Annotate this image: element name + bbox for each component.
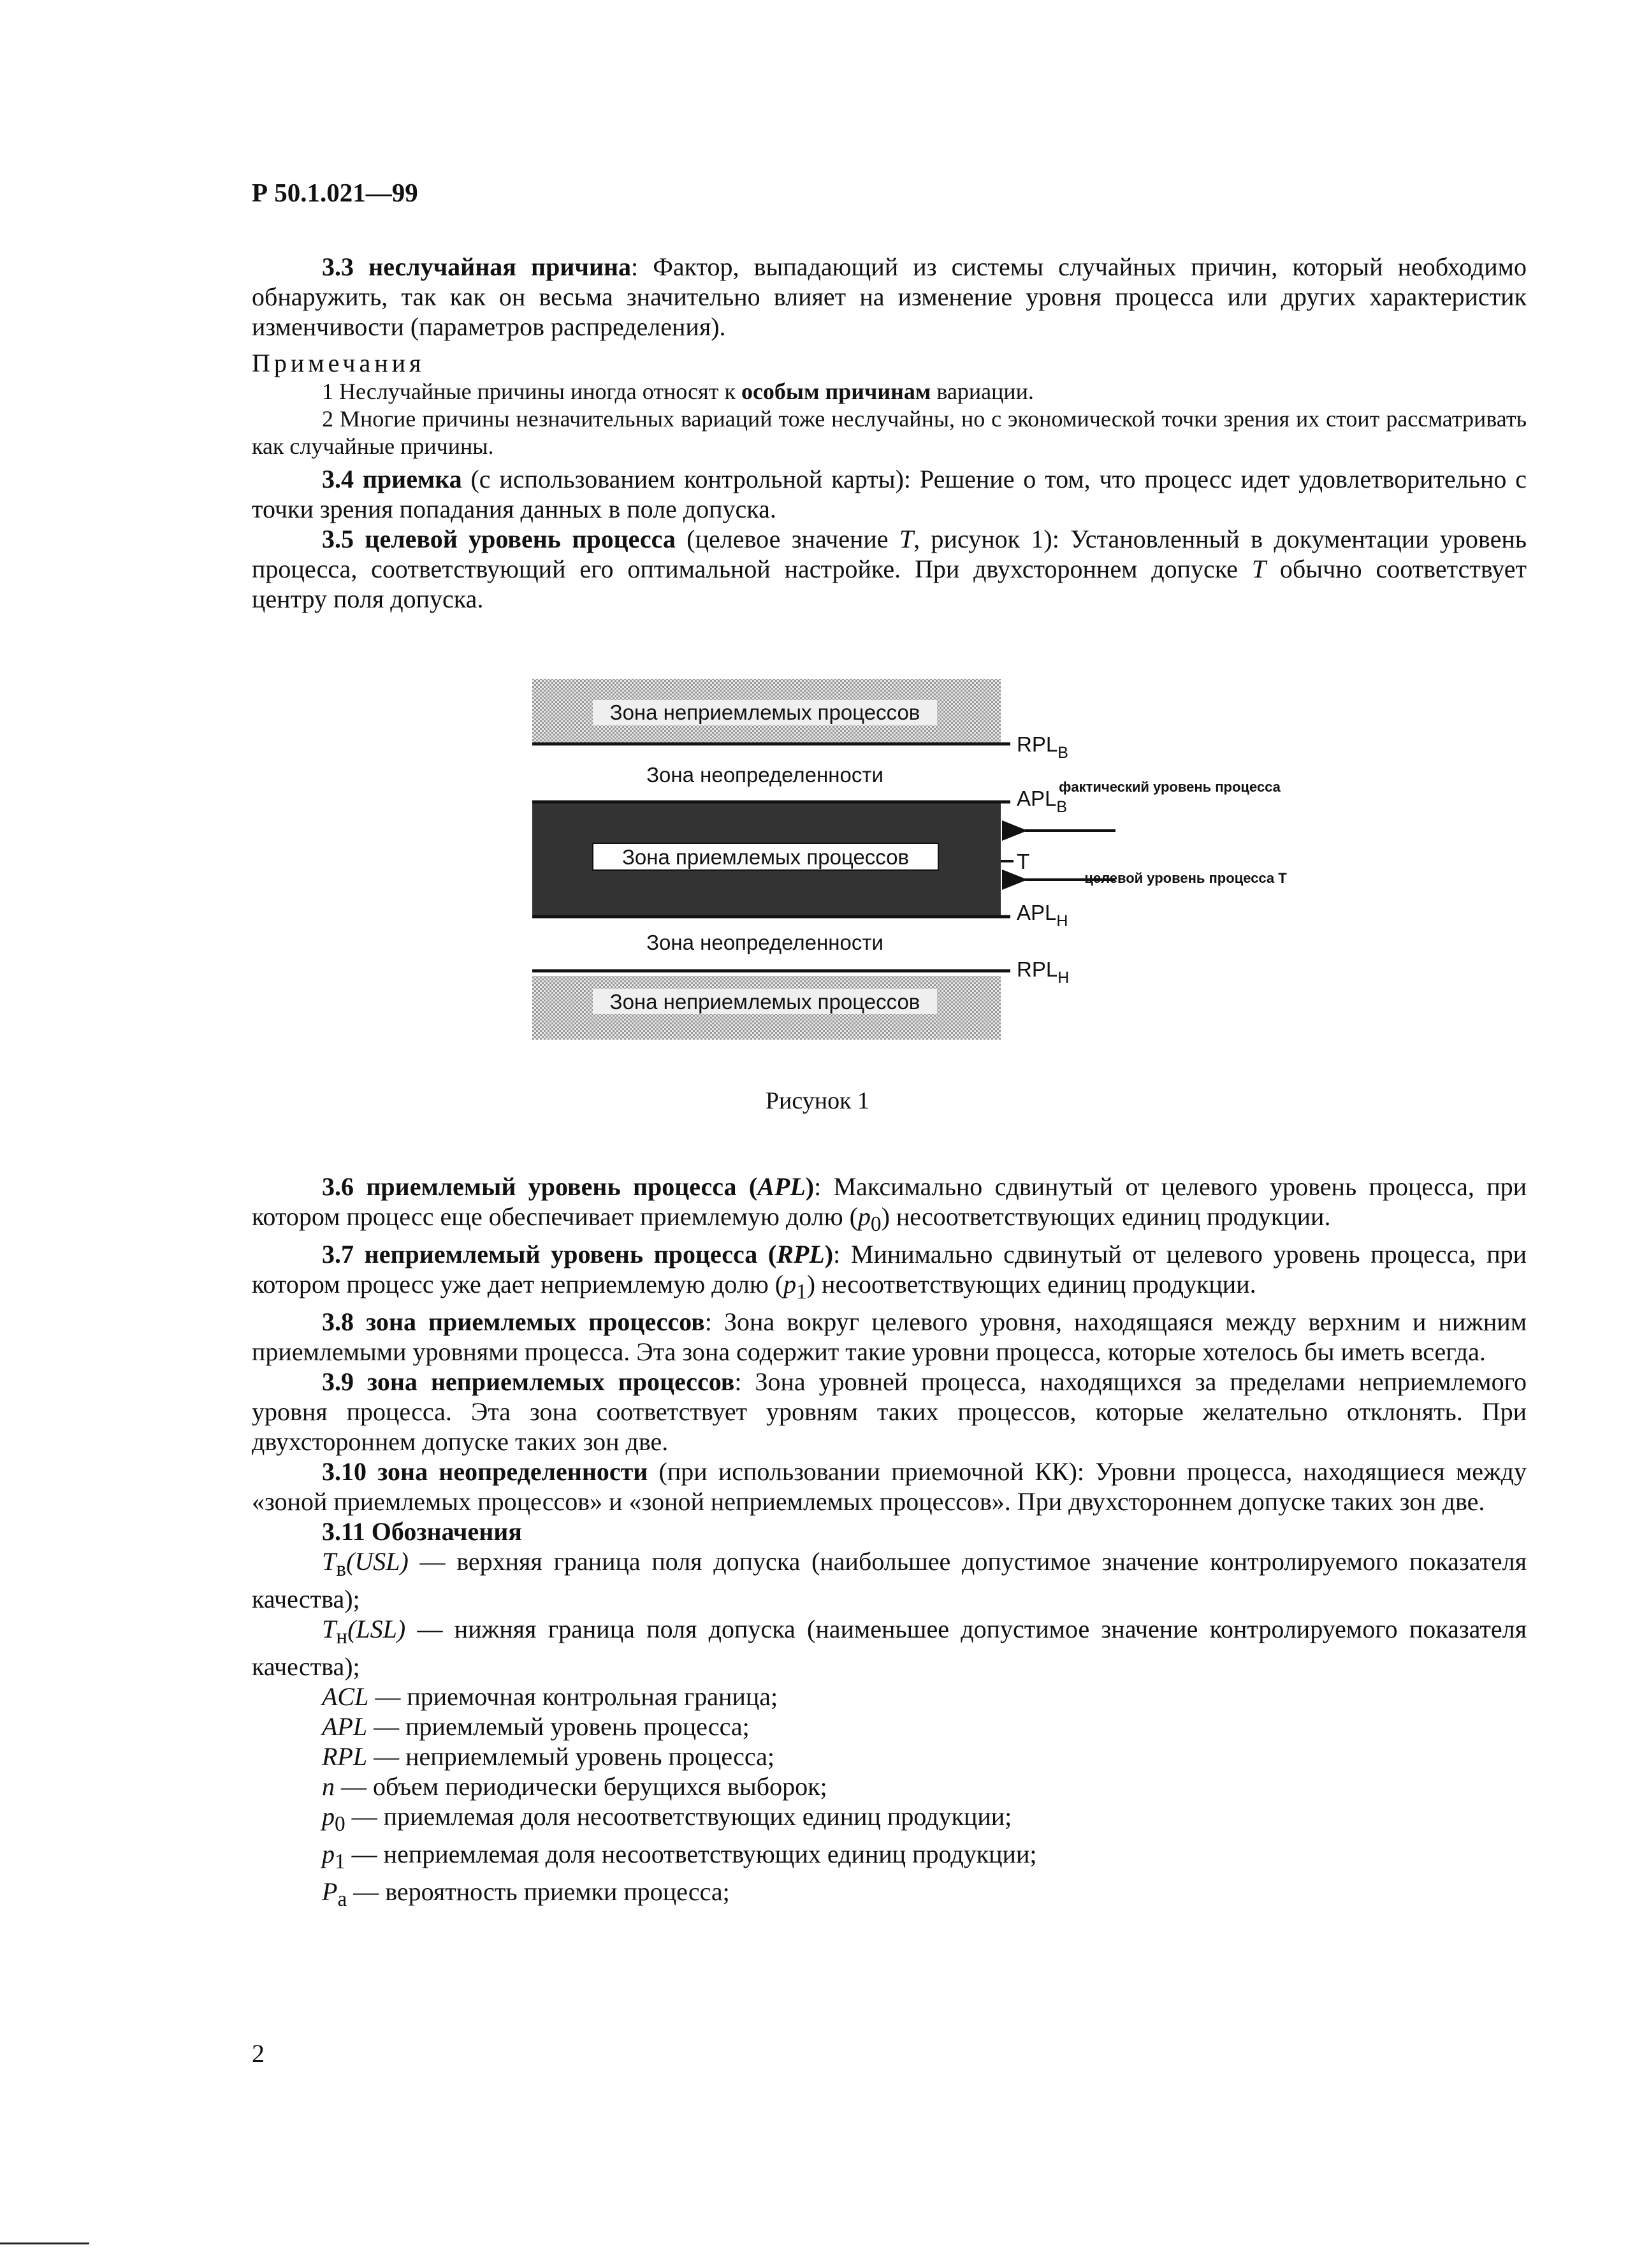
symbol-t: T: [899, 525, 914, 553]
label-acceptable: Зона приемлемых процессов: [621, 845, 910, 869]
bottom-rule: [0, 2243, 89, 2244]
clause-number: 3.3: [322, 252, 354, 281]
note-1: [252, 378, 1527, 405]
symbol: n: [322, 1772, 335, 1801]
symbol-text: — неприемлемая доля несоответствующих единиц продукции;: [345, 1840, 1037, 1868]
paragraph-3-10: [252, 1457, 1527, 1516]
text-block-top: [252, 252, 1527, 614]
symbol-subscript: в: [336, 1557, 346, 1581]
symbol-sub: 0: [870, 1212, 882, 1236]
symbol-definition: [252, 1682, 1527, 1712]
label-unacceptable-top: Зона неприемлемых процессов: [609, 701, 920, 724]
clause-term: целевой уровень процесса: [365, 525, 676, 553]
clause-definition-end: ) несоответствующих единиц продукции.: [881, 1202, 1331, 1231]
symbol-t: T: [1251, 555, 1267, 583]
symbol-text: — верхняя граница поля допуска (наибольшее допустимое значение контролируемого показателя качества);: [252, 1547, 1527, 1613]
symbol-subscript: н: [336, 1625, 348, 1648]
clause-term: зона приемлемых процессов: [366, 1307, 705, 1336]
clause-term: Обозначения: [371, 1517, 522, 1546]
symbol: ACL: [322, 1682, 369, 1711]
note-1-text-end: вариации.: [931, 379, 1034, 404]
symbol-text: — неприемлемый уровень процесса;: [367, 1742, 774, 1771]
clause-term: зона неприемлемых процессов: [367, 1367, 735, 1396]
symbol-text: — приемлемая доля несоответствующих единиц продукции;: [345, 1802, 1012, 1831]
note-1-text: 1 Неслучайные причины иногда относят к: [322, 379, 741, 404]
clause-definition: : Фактор, выпадающий из системы случайных причин, который необходимо обнаружить, так как он весьма значительно влияет на изменение уровня процесса или других характеристик изменчивости (параметров распределения).: [252, 252, 1527, 341]
label-unacceptable-bottom: Зона неприемлемых процессов: [609, 990, 920, 1014]
symbol: p: [322, 1802, 335, 1831]
symbol-subscript: a: [337, 1887, 347, 1911]
actual-level-label: фактический уровень процесса: [1059, 779, 1281, 795]
clause-term-close: ): [805, 1172, 815, 1201]
process-zones-figure: [523, 672, 1287, 1042]
target-level-label: целевой уровень процесса T: [1084, 870, 1287, 886]
clause-number: 3.8: [322, 1307, 354, 1336]
clause-definition: : Минимально сдвинутый от целевого уровень процесса, при котором процесс уже дает неприемлемую долю (: [252, 1240, 1527, 1298]
clause-number: 3.7: [322, 1240, 354, 1268]
clause-definition-end: обычно соответствует центру поля допуска.: [252, 555, 1527, 613]
clause-definition: (с использованием контрольной карты): Решение о том, что процесс идет удовлетворительно с точки зрения попадания данных в поле допуска.: [252, 465, 1527, 523]
symbol-text: — нижняя граница поля допуска (наименьшее допустимое значение контролируемого показателя качества);: [252, 1615, 1527, 1681]
paragraph-3-7: [252, 1239, 1527, 1307]
symbol-subscript: 0: [335, 1812, 345, 1836]
paragraph-3-8: [252, 1307, 1527, 1367]
text-block-bottom: [252, 1172, 1527, 1914]
symbol: p: [322, 1840, 335, 1868]
symbol-text: — вероятность приемки процесса;: [347, 1877, 730, 1906]
paragraph-3-9: [252, 1367, 1527, 1457]
symbol-definition: [252, 1801, 1527, 1839]
symbol: APL: [322, 1712, 368, 1741]
clause-number: 3.10: [322, 1457, 367, 1486]
rpl-lower-label: $RPL_Н$: [1017, 957, 1070, 987]
paragraph-3-3: [252, 252, 1527, 342]
symbol-definition: [252, 1877, 1527, 1914]
paragraph-3-4: [252, 464, 1527, 524]
clause-number: 3.9: [322, 1367, 354, 1396]
symbol: T: [322, 1547, 337, 1576]
symbol-definition: [252, 1839, 1527, 1877]
clause-definition: : Зона уровней процесса, находящихся за пределами неприемлемого уровня процесса. Эта зона соответствует уровням таких процессов, которые желательно отклонять. При двухстороннем допуске таких зон две.: [252, 1367, 1527, 1456]
t-label: T: [1017, 850, 1030, 873]
clause-term: приемлемый уровень процесса (: [366, 1172, 758, 1201]
clause-abbr: RPL: [776, 1240, 825, 1268]
symbol-text: — приемочная контрольная граница;: [368, 1682, 778, 1711]
note-1-term: особым причинам: [741, 379, 931, 404]
rpl-upper-label: $RPL_В$: [1017, 732, 1068, 762]
symbol-abbr: (USL): [346, 1547, 409, 1576]
note-2: 2 Многие причины незначительных вариаций тоже неслучайны, но с экономической точки зрения их стоит рассматривать как случайные причины.: [252, 406, 1527, 459]
clause-definition: : Зона вокруг целевого уровня, находящаяся между верхним и нижним приемлемыми уровнями процесса. Эта зона содержит такие уровни процесса, которые хотелось бы иметь всегда.: [252, 1307, 1527, 1366]
clause-definition: (при использовании приемочной КК): Уровни процесса, находящиеся между «зоной приемлемых процессов» и «зоной неприемлемых процессов». При двухстороннем допуске таких зон две.: [252, 1457, 1527, 1516]
symbols-list: [252, 1546, 1527, 1914]
symbol-text: — приемлемый уровень процесса;: [367, 1712, 750, 1741]
clause-number: 3.11: [322, 1517, 365, 1546]
symbol-definition: [252, 1741, 1527, 1771]
paragraph-3-5: [252, 524, 1527, 614]
clause-term: неприемлемый уровень процесса (: [364, 1240, 777, 1268]
apl-lower-label: $APL_Н$: [1017, 901, 1068, 930]
symbol-text: — объем периодически берущихся выборок;: [335, 1772, 827, 1801]
symbol-sub: 1: [796, 1280, 807, 1304]
label-uncertainty-lower: Зона неопределенности: [646, 931, 883, 954]
label-uncertainty-upper: Зона неопределенности: [646, 763, 883, 787]
symbol: P: [322, 1877, 338, 1906]
clause-term: неслучайная причина: [368, 252, 632, 281]
clause-definition: (целевое значение: [675, 525, 899, 553]
paragraph-3-11: [252, 1516, 1527, 1546]
figure-caption: Рисунок 1: [765, 1087, 870, 1114]
symbol: RPL: [322, 1742, 368, 1771]
symbol: T: [322, 1615, 337, 1643]
symbol-abbr: (LSL): [347, 1615, 406, 1643]
symbol-p: p: [857, 1202, 871, 1231]
clause-definition: : Максимально сдвинутый от целевого уровень процесса, при котором процесс еще обеспечивает приемлемую долю (: [252, 1172, 1527, 1231]
clause-term-close: ): [824, 1240, 834, 1268]
notes-title: Примечания: [252, 349, 425, 377]
symbol-definition: [252, 1546, 1527, 1614]
clause-number: 3.6: [322, 1172, 354, 1201]
clause-number: 3.5: [322, 525, 354, 553]
symbol-definition: [252, 1614, 1527, 1682]
symbol-p: p: [783, 1270, 797, 1298]
paragraph-3-6: [252, 1172, 1527, 1239]
document-code: Р 50.1.021—99: [252, 178, 418, 207]
clause-definition-cont: , рисунок 1): Установленный в документации уровень процесса, соответствующий его оптимальной настройке. При двухстороннем допуске: [252, 525, 1527, 583]
symbol-definition: [252, 1712, 1527, 1741]
page-number: 2: [252, 2039, 265, 2068]
clause-definition-end: ) несоответствующих единиц продукции.: [806, 1270, 1256, 1298]
clause-abbr: APL: [757, 1172, 806, 1201]
symbol-definition: [252, 1771, 1527, 1801]
clause-number: 3.4: [322, 465, 354, 493]
clause-term: зона неопределенности: [377, 1457, 648, 1486]
clause-term: приемка: [362, 465, 462, 493]
symbol-subscript: 1: [335, 1850, 345, 1873]
apl-upper-label: $APL_В$: [1017, 787, 1068, 816]
